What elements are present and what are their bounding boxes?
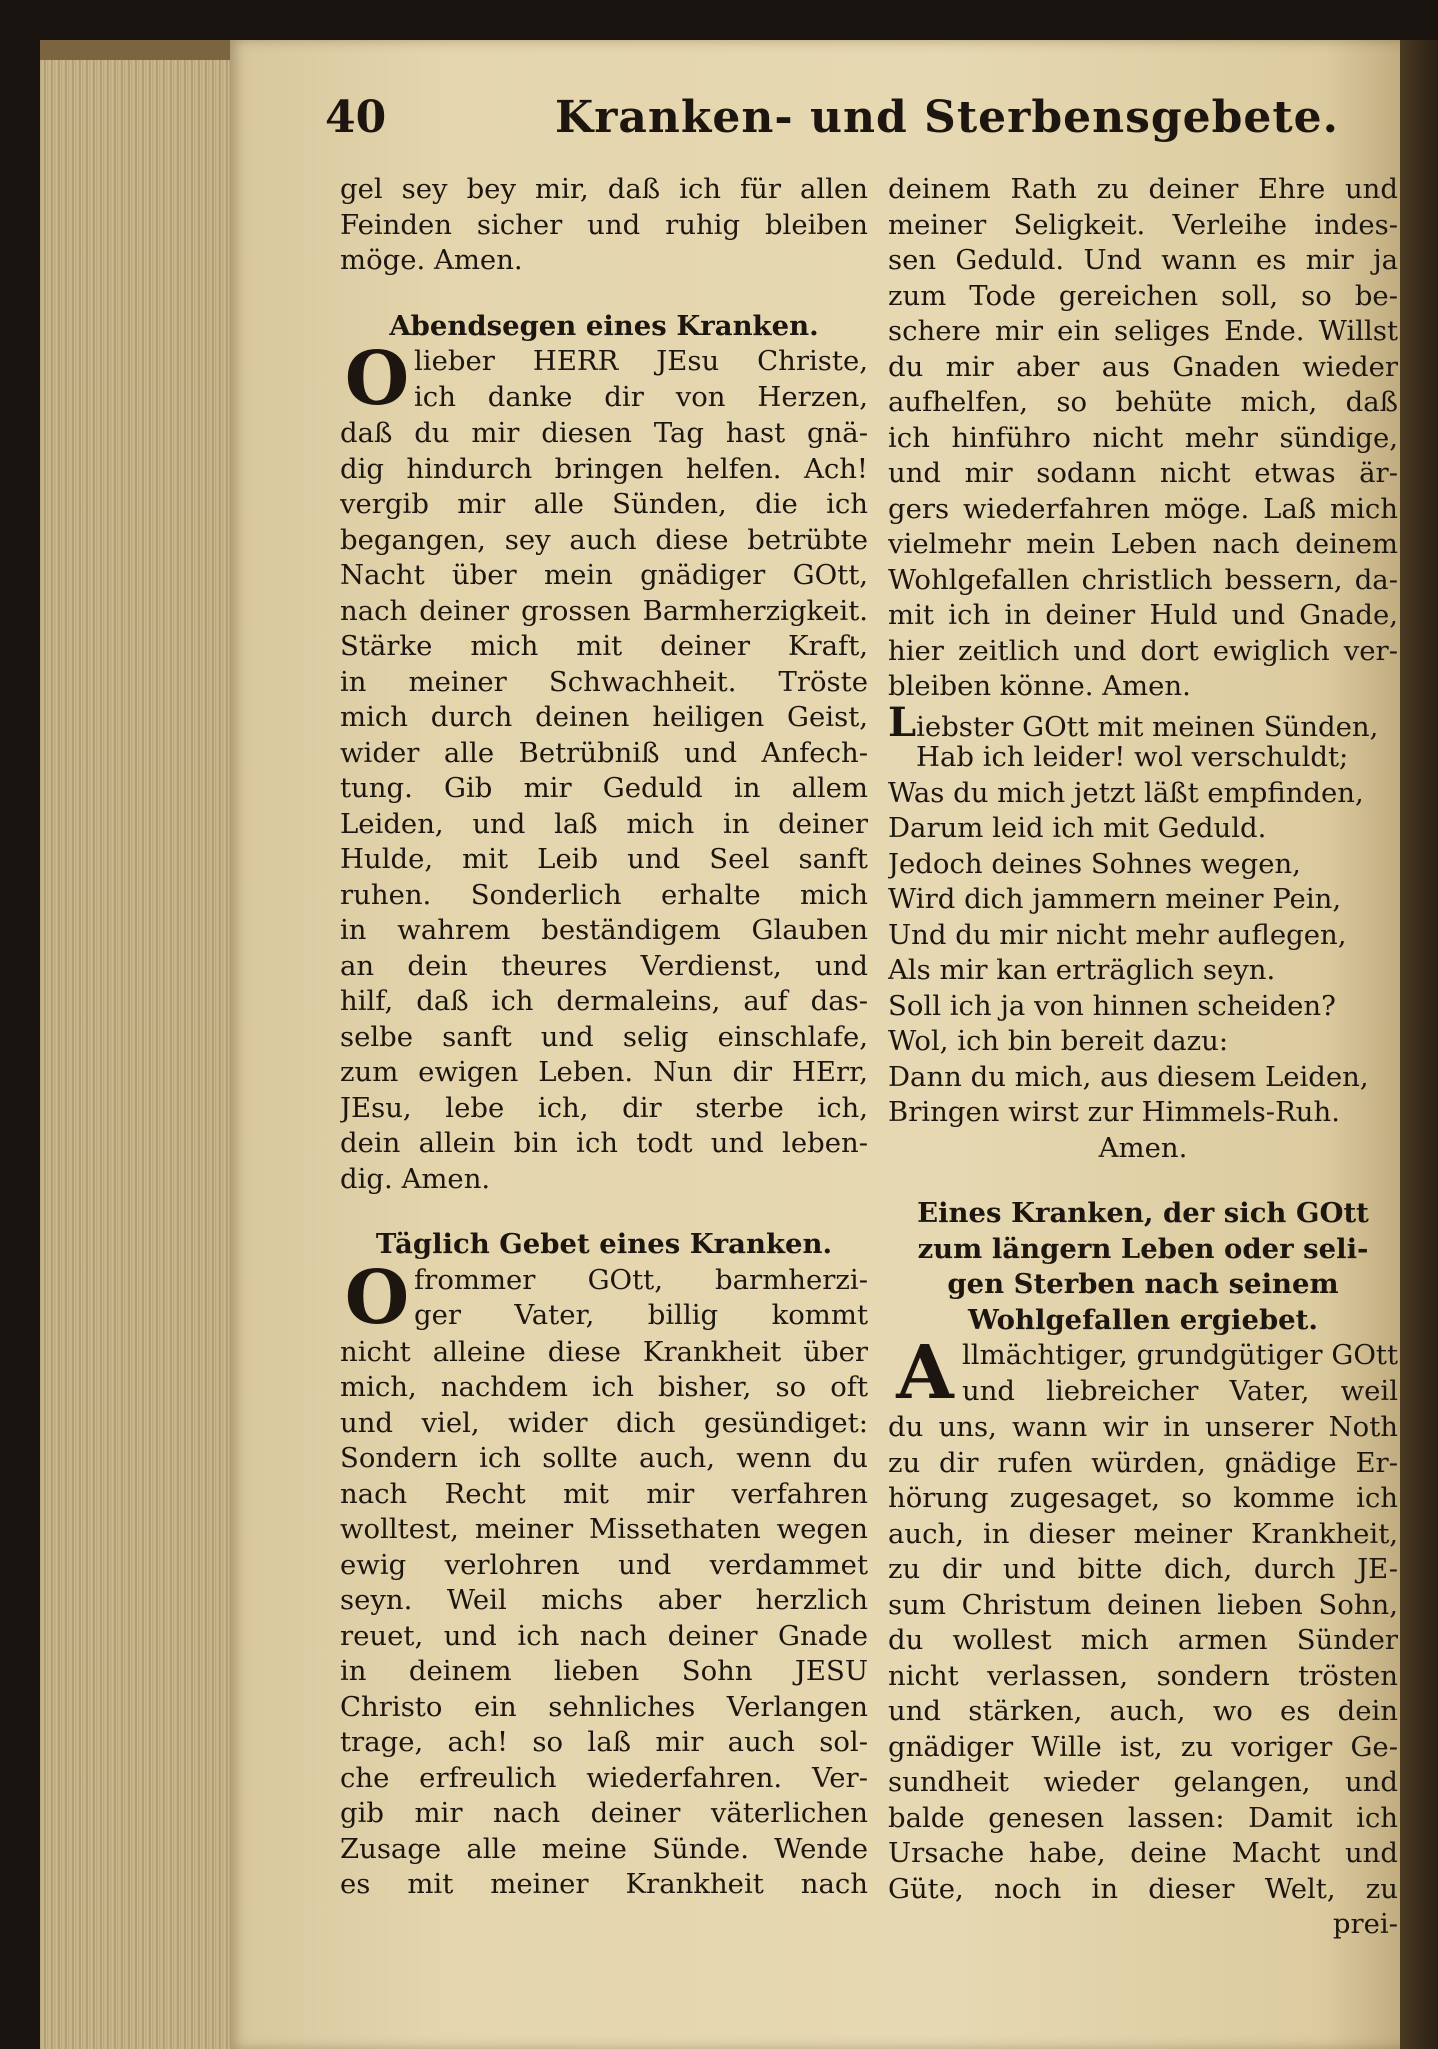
prayer-body	[340, 416, 868, 1197]
text-line: auch, in dieser meiner Krankheit,	[888, 1517, 1398, 1550]
prayer-paragraph	[340, 344, 868, 416]
text-line: Ursache habe, deine Macht und	[888, 1837, 1398, 1869]
text-line: du uns, wann wir in unserer Noth	[888, 1411, 1398, 1443]
text-line: dein allein bin ich todt und leben-	[340, 1127, 868, 1159]
hymn-verse	[888, 705, 1398, 1167]
text-line: Zusage alle meine Sünde. Wende	[340, 1832, 868, 1865]
text-line: ruhen. Sonderlich erhalte mich	[340, 878, 868, 911]
text-line: meiner Seligkeit. Verleihe indes-	[888, 208, 1398, 241]
drop-initial: O	[344, 344, 410, 416]
page-number: 40	[325, 92, 387, 143]
text-line: und stärken, auch, wo es dein	[888, 1695, 1398, 1727]
text-line: Wohlgefallen christlich bessern, da-	[888, 563, 1398, 596]
right-column	[888, 172, 1398, 1943]
text-line: du wollest mich armen Sünder	[888, 1624, 1398, 1656]
text-line: hilf, daß ich dermaleins, auf das-	[340, 985, 868, 1017]
text-line: Sondern ich sollte auch, wenn du	[340, 1442, 868, 1474]
text-line: JEsu, lebe ich, dir sterbe ich,	[340, 1091, 868, 1124]
text-line: frommer GOtt, barmherzi-	[414, 1263, 868, 1296]
hymn-amen: Amen.	[1098, 1131, 1188, 1164]
heading-line: Wohlgefallen ergiebet.	[968, 1303, 1318, 1336]
page-edges	[40, 60, 232, 2049]
book-gutter	[1400, 40, 1438, 2049]
prayer-body	[888, 1410, 1398, 1943]
section-heading: Täglich Gebet eines Kranken.	[375, 1228, 833, 1260]
text-line: ich danke dir von Herzen,	[414, 380, 868, 413]
text-line: Hulde, mit Leib und Seel sanft	[340, 843, 868, 875]
text-line: Wol, ich bin bereit dazu:	[888, 1025, 1229, 1057]
text-line: hörung zugesaget, so komme ich	[888, 1482, 1398, 1514]
text-line: gib mir nach deiner väterlichen	[340, 1797, 868, 1829]
text-line: und viel, wider dich gesündiget:	[340, 1406, 868, 1439]
text-line: nicht alleine diese Krankheit über	[340, 1335, 868, 1368]
text-line: in wahrem beständigem Glauben	[340, 914, 868, 946]
text-line: mich durch deinen heiligen Geist,	[340, 701, 868, 733]
text-line: wolltest, meiner Missethaten wegen	[340, 1513, 868, 1545]
text-line: Stärke mich mit deiner Kraft,	[340, 630, 868, 662]
text-line: Bringen wirst zur Himmels-Ruh.	[888, 1096, 1340, 1128]
text-line: Leiden, und laß mich in deiner	[340, 807, 868, 840]
page-header	[325, 92, 1375, 152]
drop-initial: L	[888, 704, 917, 740]
text-line: aufhelfen, so behüte mich, daß	[888, 386, 1398, 418]
text-line: in meiner Schwachheit. Tröste	[340, 665, 868, 698]
heading-line: gen Sterben nach seinem	[947, 1268, 1339, 1300]
text-line: und liebreicher Vater, weil	[962, 1374, 1398, 1407]
text-line: gel sey bey mir, daß ich für allen	[340, 173, 868, 205]
text-line: Wird dich jammern meiner Pein,	[888, 883, 1342, 915]
text-line: es mit meiner Krankheit nach	[340, 1868, 868, 1900]
text-line: ger Vater, billig kommt	[414, 1299, 868, 1331]
text-line: Was du mich jetzt läßt empfinden,	[888, 776, 1364, 809]
text-line: Nacht über mein gnädiger GOtt,	[340, 559, 868, 591]
text-line: zum ewigen Leben. Nun dir HErr,	[340, 1056, 868, 1088]
text-line: Soll ich ja von hinnen scheiden?	[888, 989, 1336, 1022]
text-line: llmächtiger, grundgütiger GOtt	[962, 1339, 1398, 1371]
text-line: gnädiger Wille ist, zu voriger Ge-	[888, 1730, 1398, 1763]
text-line: nach deiner grossen Barmherzigkeit.	[340, 594, 868, 627]
text-line: mich, nachdem ich bisher, so oft	[340, 1371, 868, 1403]
text-line: Güte, noch in dieser Welt, zu	[888, 1872, 1398, 1905]
text-line: begangen, sey auch diese betrübte	[340, 523, 868, 556]
text-line: balde genesen lassen: Damit ich	[888, 1801, 1398, 1834]
text-line: möge. Amen.	[340, 244, 523, 276]
text-line: trage, ach! so laß mir auch sol-	[340, 1726, 868, 1758]
running-head: Kranken- und Sterbensgebete.	[555, 92, 1339, 143]
text-line: in deinem lieben Sohn JESU	[340, 1655, 868, 1687]
section-heading	[888, 1196, 1398, 1338]
prayer-body	[340, 1335, 868, 1903]
text-line: Und du mir nicht mehr auflegen,	[888, 918, 1347, 951]
text-line: schere mir ein seliges Ende. Willst	[888, 315, 1398, 347]
text-line: und mir sodann nicht etwas är-	[888, 457, 1398, 489]
drop-initial: A	[896, 1338, 954, 1410]
text-line: sum Christum deinen lieben Sohn,	[888, 1588, 1398, 1621]
text-line: daß du mir diesen Tag hast gnä-	[340, 417, 868, 449]
text-line: Dann du mich, aus diesem Leiden,	[888, 1060, 1369, 1093]
text-line: mit ich in deiner Huld und Gnade,	[888, 599, 1398, 631]
text-line: reuet, und ich nach deiner Gnade	[340, 1619, 868, 1652]
text-line: wider alle Betrübniß und Anfech-	[340, 736, 868, 769]
text-line: dig hindurch bringen helfen. Ach!	[340, 452, 868, 485]
text-line: an dein theures Verdienst, und	[340, 949, 868, 982]
text-line: Als mir kan erträglich seyn.	[888, 954, 1276, 986]
text-line: Christo ein sehnliches Verlangen	[340, 1690, 868, 1723]
text-line: sen Geduld. Und wann es mir ja	[888, 244, 1398, 276]
section-heading: Abendsegen eines Kranken.	[389, 309, 819, 342]
text-line: deinem Rath zu deiner Ehre und	[888, 173, 1398, 205]
text-line: vielmehr mein Leben nach deinem	[888, 528, 1398, 560]
text-line: hier zeitlich und dort ewiglich ver-	[888, 634, 1398, 667]
text-line: Darum leid ich mit Geduld.	[888, 812, 1267, 844]
text-line: vergib mir alle Sünden, die ich	[340, 488, 868, 520]
hymn-first-line: iebster GOtt mit meinen Sünden,	[916, 710, 1379, 740]
left-column	[340, 172, 868, 1903]
text-line: sundheit wieder gelangen, und	[888, 1766, 1398, 1798]
text-line: Hab ich leider! wol verschuldt;	[916, 741, 1349, 773]
prayer-paragraph	[340, 1263, 868, 1335]
text-line: nach Recht mit mir verfahren	[340, 1477, 868, 1510]
heading-line: zum längern Leben oder seli-	[917, 1232, 1369, 1265]
text-line: zu dir und bitte dich, durch JE-	[888, 1553, 1398, 1585]
text-line: ewig verlohren und verdammet	[340, 1548, 868, 1581]
drop-initial: O	[344, 1262, 410, 1335]
catchword: prei-	[1332, 1908, 1398, 1940]
intro-paragraph	[340, 172, 868, 279]
text-line	[888, 705, 1398, 741]
text-line: bleiben könne. Amen.	[888, 670, 1191, 702]
text-line: gers wiederfahren möge. Laß mich	[888, 492, 1398, 525]
text-line: tung. Gib mir Geduld in allem	[340, 772, 868, 804]
text-line: nicht verlassen, sondern trösten	[888, 1659, 1398, 1692]
text-line: selbe sanft und selig einschlafe,	[340, 1020, 868, 1053]
heading-line: Eines Kranken, der sich GOtt	[917, 1197, 1369, 1229]
prayer-paragraph	[888, 1338, 1398, 1410]
text-line: Jedoch deines Sohnes wegen,	[888, 847, 1301, 880]
text-line: ich hinführo nicht mehr sündige,	[888, 421, 1398, 454]
text-line: zu dir rufen würden, gnädige Er-	[888, 1446, 1398, 1479]
text-line: dig. Amen.	[340, 1162, 491, 1195]
text-line: lieber HERR JEsu Christe,	[414, 345, 868, 377]
text-line: seyn. Weil michs aber herzlich	[340, 1584, 868, 1616]
text-line: zum Tode gereichen soll, so be-	[888, 279, 1398, 312]
text-line: Feinden sicher und ruhig bleiben	[340, 208, 868, 241]
text-line: che erfreulich wiederfahren. Ver-	[340, 1761, 868, 1794]
prayer-continuation	[888, 172, 1398, 705]
text-line: du mir aber aus Gnaden wieder	[888, 350, 1398, 383]
